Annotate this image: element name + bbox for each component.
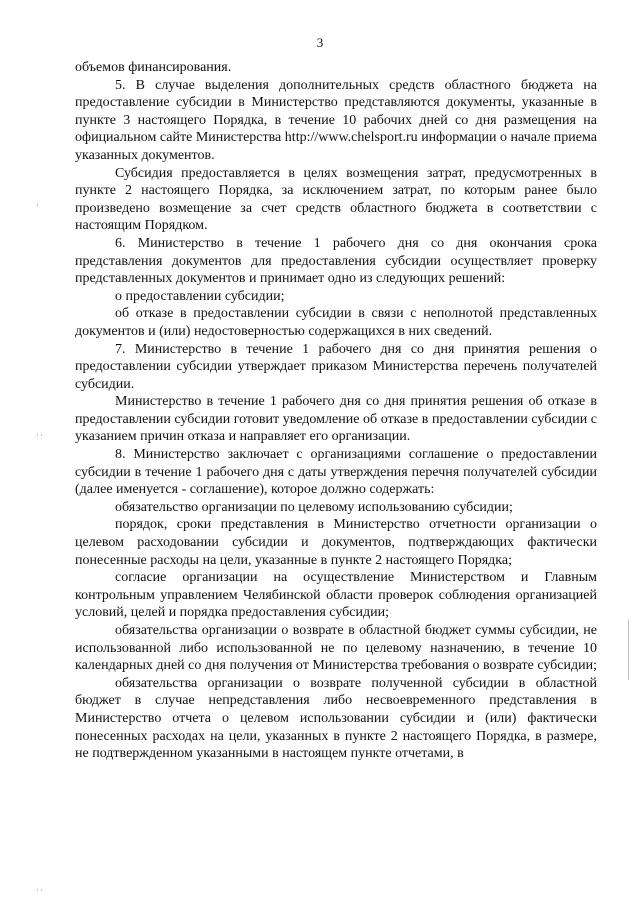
paragraph: обязательства организации о возврате в областной бюджет суммы субсидии, не использованной либо использованной не по целевому назначению, в течение 10 календарных дней со дня получения от Министерства требования о возврате субсидии; — [75, 623, 597, 674]
paragraph: обязательство организации по целевому использованию субсидии; — [115, 499, 513, 515]
paragraph: о предоставлении субсидии; — [115, 288, 285, 304]
margin-mark: · — [36, 200, 40, 210]
paragraph: 6. Министерство в течение 1 рабочего дня со дня окончания срока представления документов для предоставления субсидии осуществляет проверку представленных документов и принимает одно из следующих решений: — [75, 235, 597, 287]
paragraph: 5. В случае выделения дополнительных средств областного бюджета на предоставление субсидии в Министерство представляются документы, указанные в пункте 3 настоящего Порядка, в течение 10 рабочих дней со дня размещения на официальном сайте Министерства http://www.chelsport.ru информации о начале приема указанных документов. — [75, 77, 597, 163]
paragraph: объемов финансирования. — [75, 60, 232, 75]
paragraph: порядок, сроки представления в Министерство отчетности организации о целевом расходовании субсидии и документов, подтверждающих фактически понесенные расходы на цели, указанные в пункте 2 настоящего Порядка; — [75, 517, 597, 568]
document-body — [75, 59, 597, 763]
margin-mark: ·· — [36, 430, 44, 440]
paragraph: Субсидия предоставляется в целях возмещения затрат, предусмотренных в пункте 2 настоящего Порядка, за исключением затрат, по которым ранее было произведено возмещение за счет средств областного бюджета в соответствии с настоящим Порядком. — [75, 165, 597, 234]
page-number: 3 — [316, 35, 324, 50]
paragraph: об отказе в предоставлении субсидии в связи с неполнотой представленных документов и (или) недостоверностью содержащихся в них сведений. — [75, 306, 597, 339]
paragraph: 7. Министерство в течение 1 рабочего дня со дня принятия решения о предоставлении субсидии утверждает приказом Министерства перечень получателей субсидии. — [75, 341, 597, 392]
paragraph: Министерство в течение 1 рабочего дня со дня принятия решения об отказе в предоставлении субсидии готовит уведомление об отказе в предоставлении субсидии с указанием причин отказа и направляет его организации. — [75, 394, 597, 445]
margin-mark: ·· — [36, 885, 44, 895]
paragraph: обязательства организации о возврате полученной субсидии в областной бюджет в случае непредставления либо несвоевременного представления в Министерство отчета о целевом использовании субсидии и (или) фактически понесенных расходах на цели, указанных в пункте 2 настоящего Порядка, в размере, не подтвержденном указанными в настоящем пункте отчетами, в — [75, 675, 597, 762]
scan-edge-mark — [628, 620, 629, 680]
paragraph: согласие организации на осуществление Министерством и Главным контрольным управлением Челябинской области проверок соблюдения организацией условий, целей и порядка предоставления субсидии; — [75, 570, 597, 621]
paragraph: 8. Министерство заключает с организациями соглашение о предоставлении субсидии в течение 1 рабочего дня с даты утверждения перечня получателей субсидии (далее именуется - соглашение), которое должно содержать: — [75, 447, 597, 498]
